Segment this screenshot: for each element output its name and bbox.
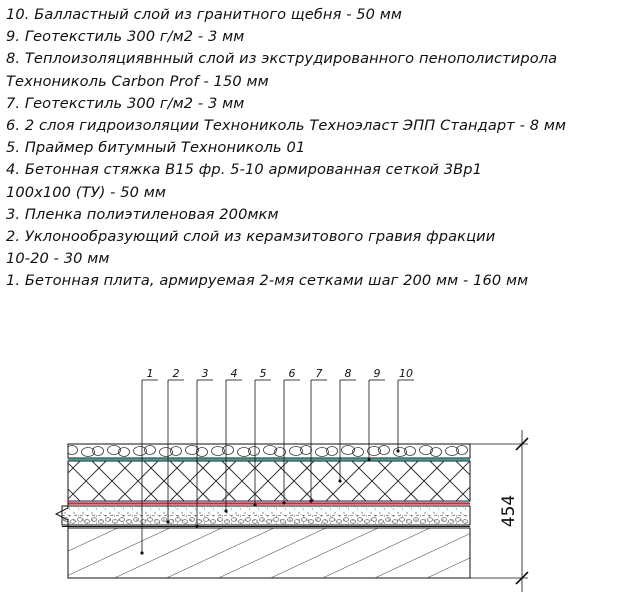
legend-line-layer-2: 2. Уклонообразующий слой из керамзитового гравия фракции bbox=[6, 228, 496, 246]
screed-layer bbox=[62, 506, 470, 525]
legend-line-layer-4-cont: 100х100 (ТУ) - 50 мм bbox=[6, 183, 166, 201]
callout-label-4: 4 bbox=[230, 367, 238, 380]
leader-dot-1 bbox=[140, 551, 143, 554]
thickness-dimension bbox=[470, 430, 528, 592]
legend-line-layer-2-cont: 10-20 - 30 мм bbox=[6, 250, 110, 268]
callout-label-10: 10 bbox=[399, 367, 413, 380]
leader-dot-10 bbox=[396, 449, 399, 452]
legend-line-layer-3: 3. Пленка полиэтиленовая 200мкм bbox=[6, 205, 279, 223]
legend-line-layer-10: 10. Балластный слой из гранитного щебня - 50 мм bbox=[6, 6, 403, 23]
ballast-layer bbox=[67, 444, 471, 458]
leader-dot-3 bbox=[195, 524, 198, 527]
legend-line-layer-8: 8. Теплоизоляциявнный слой из экструдированного пенополистирола bbox=[6, 50, 558, 68]
callout-label-2: 2 bbox=[172, 367, 180, 380]
callout-label-5: 5 bbox=[259, 367, 267, 380]
legend-line-layer-4: 4. Бетонная стяжка В15 фр. 5-10 армированная сеткой 3Вр1 bbox=[6, 161, 482, 179]
legend-line-layer-9: 9. Геотекстиль 300 г/м2 - 3 мм bbox=[6, 28, 245, 46]
concrete-slab-layer bbox=[68, 528, 470, 578]
legend-line-layer-5: 5. Праймер битумный Технониколь 01 bbox=[6, 139, 306, 157]
leader-dot-6 bbox=[282, 501, 285, 504]
leader-dot-7 bbox=[309, 499, 312, 502]
callout-label-3: 3 bbox=[201, 367, 209, 380]
callout-label-7: 7 bbox=[315, 367, 323, 380]
leader-dot-8 bbox=[338, 479, 341, 482]
leader-dot-9 bbox=[367, 458, 370, 461]
callout-label-8: 8 bbox=[344, 367, 352, 380]
legend-line-layer-6: 6. 2 слоя гидроизоляции Технониколь Техноэласт ЭПП Стандарт - 8 мм bbox=[6, 117, 567, 135]
legend-line-layer-1: 1. Бетонная плита, армируемая 2-мя сетками шаг 200 мм - 160 мм bbox=[6, 272, 529, 290]
leader-dot-2 bbox=[166, 520, 169, 523]
insulation-layer bbox=[40, 461, 548, 501]
legend-line-layer-7: 7. Геотекстиль 300 г/м2 - 3 мм bbox=[6, 94, 245, 112]
leader-dot-4 bbox=[224, 509, 227, 512]
dimension-label: 454 bbox=[499, 494, 519, 528]
callout-label-6: 6 bbox=[288, 367, 296, 380]
callout-label-9: 9 bbox=[373, 367, 381, 380]
legend-line-layer-8-cont: Технониколь Carbon Prof - 150 мм bbox=[6, 72, 269, 90]
leader-dot-5 bbox=[253, 503, 256, 506]
callout-label-1: 1 bbox=[146, 367, 154, 380]
